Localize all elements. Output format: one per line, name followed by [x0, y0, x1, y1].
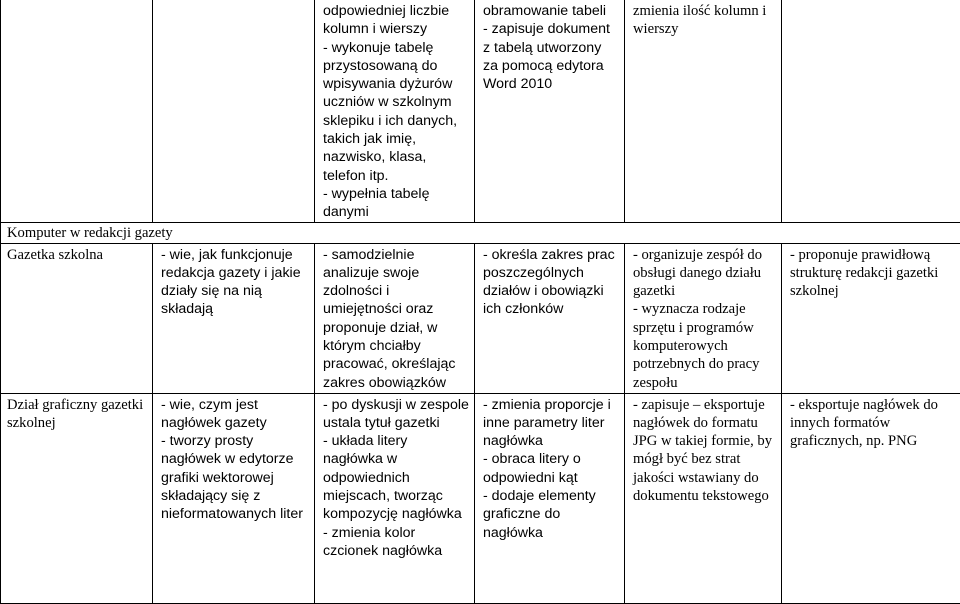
- table-cell-bardzo-dobra: [625, 243, 782, 393]
- table-cell-dostateczna: [475, 0, 625, 222]
- cell-text: obramowanie tabeli - zapisuje dokument z tabelą utworzony za pomocą edytora Word 2010: [483, 2, 619, 93]
- cell-text: - określa zakres prac poszczególnych działów i obowiązki ich członków: [483, 246, 619, 319]
- section-header: [1, 222, 960, 243]
- cell-text: - samodzielnie analizuje swoje zdolności i umiejętności oraz proponuje dział, w którym chciałby pracować, określając zakres obowiązków: [323, 246, 469, 392]
- table-cell-empty: [1, 0, 153, 222]
- cell-text: - organizuje zespół do obsługi danego działu gazetki - wyznacza rodzaje sprzętu i programów komputerowych potrzebnych do pracy zespołu: [633, 246, 776, 392]
- table-row-top: [1, 0, 960, 222]
- cell-text: - eksportuje nagłówek do innych formatów graficznych, np. PNG: [790, 396, 955, 451]
- table-cell-dopuszczajaca: [153, 393, 315, 603]
- cell-text: - zmienia proporcje i inne parametry liter nagłówka - obraca litery o odpowiedni kąt - dodaje elementy graficzne do nagłówka: [483, 396, 619, 542]
- table-row-gazetka: [1, 243, 960, 393]
- table-cell-dobra: [475, 243, 625, 393]
- table-cell-bardzo-dobra: [782, 0, 960, 222]
- section-header-text: Komputer w redakcji gazety: [7, 224, 955, 242]
- topic-cell: [1, 243, 153, 393]
- table-cell-dobra: [625, 0, 782, 222]
- table-cell-dopuszczajaca: [315, 0, 475, 222]
- table-cell-celujaca: [782, 243, 960, 393]
- topic-cell: [1, 393, 153, 603]
- table-row-graficzny: [1, 393, 960, 603]
- topic-text: Gazetka szkolna: [7, 246, 147, 264]
- table-cell-dostateczna: [315, 393, 475, 603]
- table-cell-bardzo-dobra: [625, 393, 782, 603]
- cell-text: - wie, jak funkcjonuje redakcja gazety i jakie działy się na nią składają: [161, 246, 309, 319]
- cell-text: - proponuje prawidłową strukturę redakcji gazetki szkolnej: [790, 246, 955, 301]
- table-cell-dopuszczajaca: [153, 243, 315, 393]
- table-cell-dobra: [475, 393, 625, 603]
- table-cell-empty: [153, 0, 315, 222]
- cell-text: zmienia ilość kolumn i wierszy: [633, 2, 776, 39]
- cell-text: - po dyskusji w zespole ustala tytuł gazetki - układa litery nagłówka w odpowiednich miejscach, tworząc kompozycję nagłówka - zmienia kolor czcionek nagłówka: [323, 396, 469, 561]
- table-cell-dostateczna: [315, 243, 475, 393]
- cell-text: - zapisuje – eksportuje nagłówek do formatu JPG w takiej formie, by mógł być bez strat jakości wstawiany do dokumentu tekstowego: [633, 396, 776, 506]
- section-header-row: [1, 222, 960, 243]
- cell-text: odpowiedniej liczbie kolumn i wierszy - wykonuje tabelę przystosowaną do wpisywania dyżurów uczniów w szkolnym sklepiku i ich danych, takich jak imię, nazwisko, klasa, telefon itp. - wypełnia tabelę danymi: [323, 2, 469, 222]
- table-cell-celujaca: [782, 393, 960, 603]
- cell-text: - wie, czym jest nagłówek gazety - tworzy prosty nagłówek w edytorze grafiki wektorowej składający się z nieformatowanych liter: [161, 396, 309, 524]
- topic-text: Dział graficzny gazetki szkolnej: [7, 396, 147, 433]
